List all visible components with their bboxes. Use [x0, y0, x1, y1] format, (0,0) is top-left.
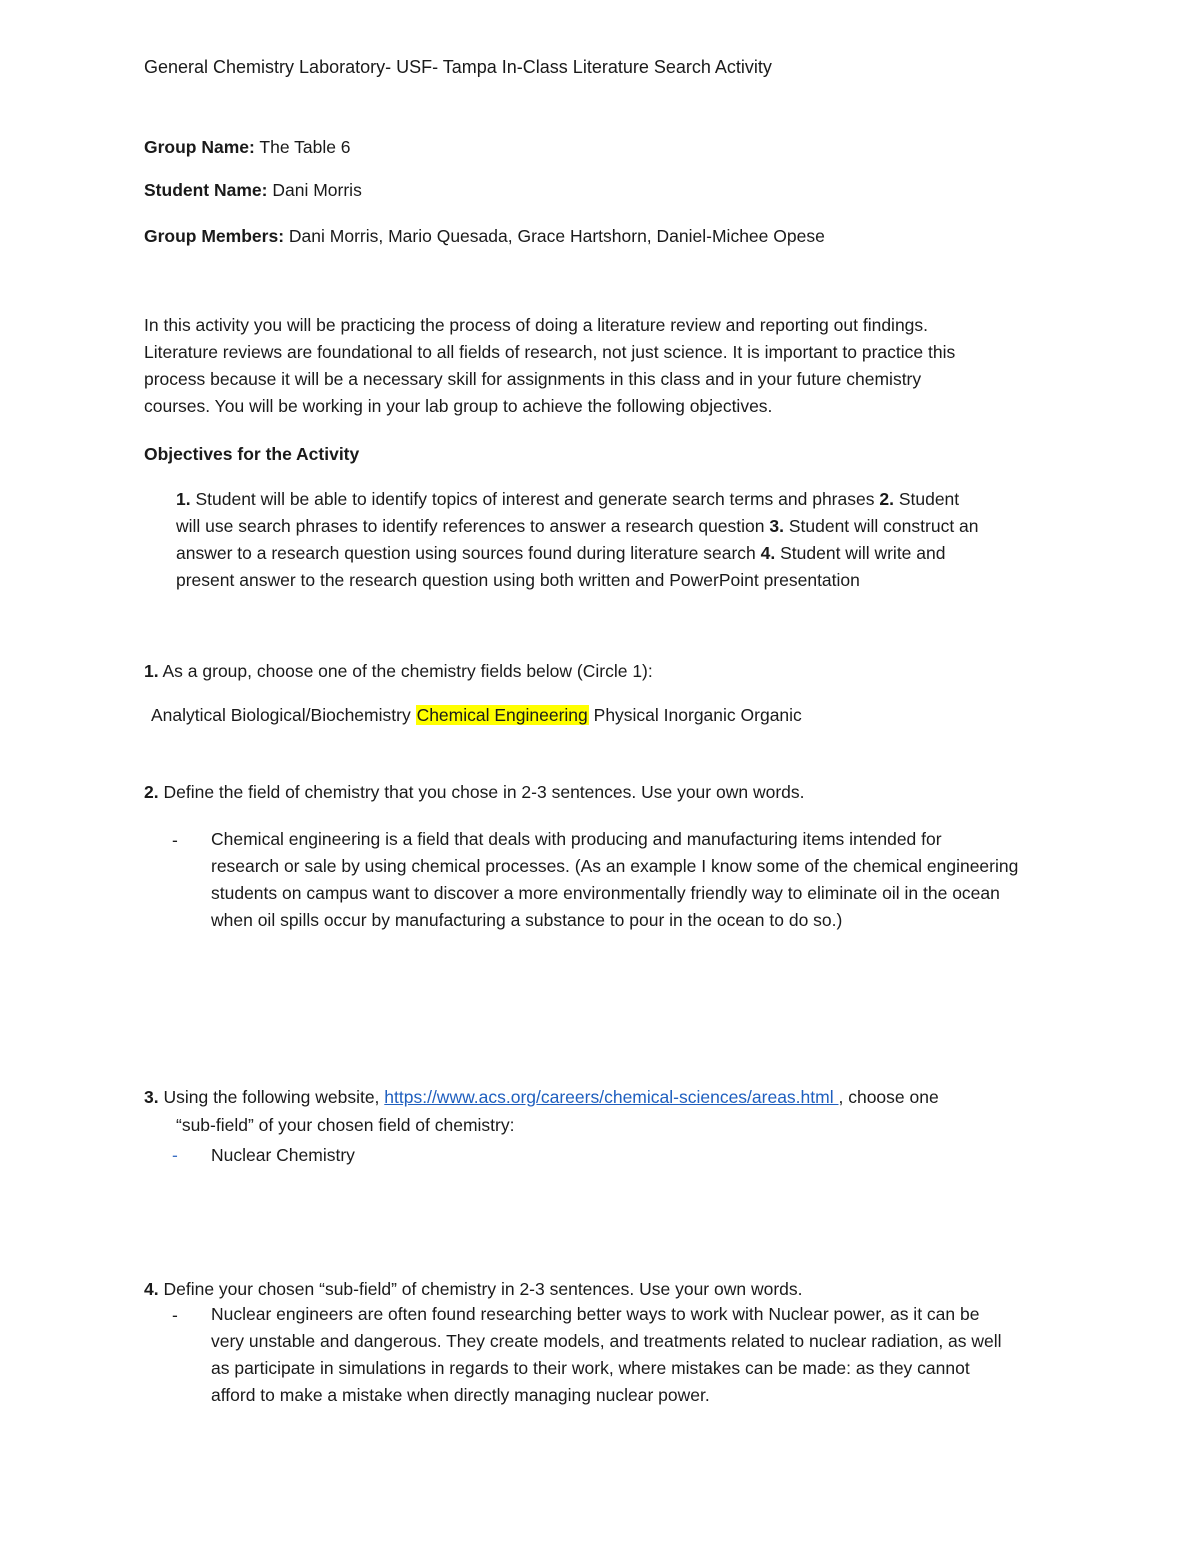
answer-line: as participate in simulations in regards to their work, where mistakes can be made: as they cannot [211, 1358, 970, 1378]
intro-line: process because it will be a necessary skill for assignments in this class and in your future chemistry [144, 369, 922, 389]
objectives-line [176, 513, 1106, 540]
objectives-heading: Objectives for the Activity [144, 444, 360, 464]
question-number: 3. [144, 1087, 159, 1107]
objectives-list [176, 486, 1106, 594]
objective-text: Student will be able to identify topics of interest and generate search terms and phrases [190, 489, 880, 509]
answer-line: research or sale by using chemical processes. (As an example I know some of the chemical engineering [211, 856, 1019, 876]
question-text: Define the field of chemistry that you chose in 2-3 sentences. Use your own words. [158, 782, 805, 802]
student-name-line [144, 182, 362, 200]
answer-dash: - [172, 1145, 178, 1165]
answer-line: when oil spills occur by manufacturing a substance to pour in the ocean to do so.) [211, 910, 843, 930]
intro-line: In this activity you will be practicing the process of doing a literature review and reporting out findings. [144, 315, 929, 335]
question-number: 2. [144, 782, 159, 802]
field-options-before: Analytical Biological/Biochemistry [151, 705, 416, 725]
group-name-value: The Table 6 [259, 137, 351, 157]
student-name-value: Dani Morris [272, 180, 362, 200]
document-header: General Chemistry Laboratory- USF- Tampa In-Class Literature Search Activity [144, 57, 772, 77]
question-1-prompt [144, 663, 653, 681]
objective-number: 2. [879, 489, 894, 509]
question-2-prompt [144, 784, 805, 802]
objective-text: Student will write and [775, 543, 946, 563]
acs-areas-link[interactable]: https://www.acs.org/careers/chemical-sciences/areas.html [384, 1087, 839, 1107]
intro-line: Literature reviews are foundational to all fields of research, not just science. It is important to practice this [144, 342, 956, 362]
answer-line: very unstable and dangerous. They create models, and treatments related to nuclear radiation, as well [211, 1331, 1002, 1351]
group-members-value: Dani Morris, Mario Quesada, Grace Hartshorn, Daniel-Michee Opese [288, 226, 825, 246]
question-number: 1. [144, 661, 159, 681]
objective-text: present answer to the research question using both written and PowerPoint presentation [176, 570, 860, 590]
intro-line: courses. You will be working in your lab group to achieve the following objectives. [144, 396, 773, 416]
objectives-line [176, 540, 1106, 567]
objective-text: answer to a research question using sources found during literature search [176, 543, 761, 563]
group-members-label: Group Members: [144, 226, 285, 246]
objectives-line [176, 486, 1106, 513]
answer-line: afford to make a mistake when directly managing nuclear power. [211, 1385, 710, 1405]
objectives-line [176, 567, 1106, 594]
answer-dash: - [172, 830, 178, 850]
selected-field-highlight: Chemical Engineering [416, 705, 588, 725]
group-name-label: Group Name: [144, 137, 255, 157]
question-1-options [151, 707, 802, 725]
question-text: Using the following website, [158, 1087, 385, 1107]
objective-text: will use search phrases to identify references to answer a research question [176, 516, 770, 536]
answer-line: Chemical engineering is a field that deals with producing and manufacturing items intended for [211, 829, 942, 849]
group-members-line [144, 228, 825, 246]
intro-paragraph [144, 312, 1104, 420]
question-4-prompt [144, 1281, 803, 1299]
question-3-prompt-continued: “sub-field” of your chosen field of chemistry: [176, 1115, 515, 1135]
answer-line: Nuclear engineers are often found researching better ways to work with Nuclear power, as it can be [211, 1304, 980, 1324]
question-4-answer [211, 1301, 1131, 1409]
group-name-line [144, 139, 351, 157]
student-name-label: Student Name: [144, 180, 268, 200]
question-number: 4. [144, 1279, 159, 1299]
field-options-after: Physical Inorganic Organic [588, 705, 802, 725]
answer-line: students on campus want to discover a more environmentally friendly way to eliminate oil in the ocean [211, 883, 1000, 903]
objective-number: 3. [769, 516, 784, 536]
question-text: Define your chosen “sub-field” of chemistry in 2-3 sentences. Use your own words. [158, 1279, 803, 1299]
question-text: , choose one [838, 1087, 939, 1107]
objective-number: 1. [176, 489, 191, 509]
question-3-answer: Nuclear Chemistry [211, 1145, 355, 1165]
objective-text: Student [893, 489, 960, 509]
objective-number: 4. [760, 543, 776, 563]
question-2-answer [211, 826, 1131, 934]
question-text: As a group, choose one of the chemistry fields below (Circle 1): [158, 661, 653, 681]
answer-dash: - [172, 1305, 178, 1325]
question-3-prompt [144, 1089, 939, 1107]
objective-text: Student will construct an [783, 516, 979, 536]
